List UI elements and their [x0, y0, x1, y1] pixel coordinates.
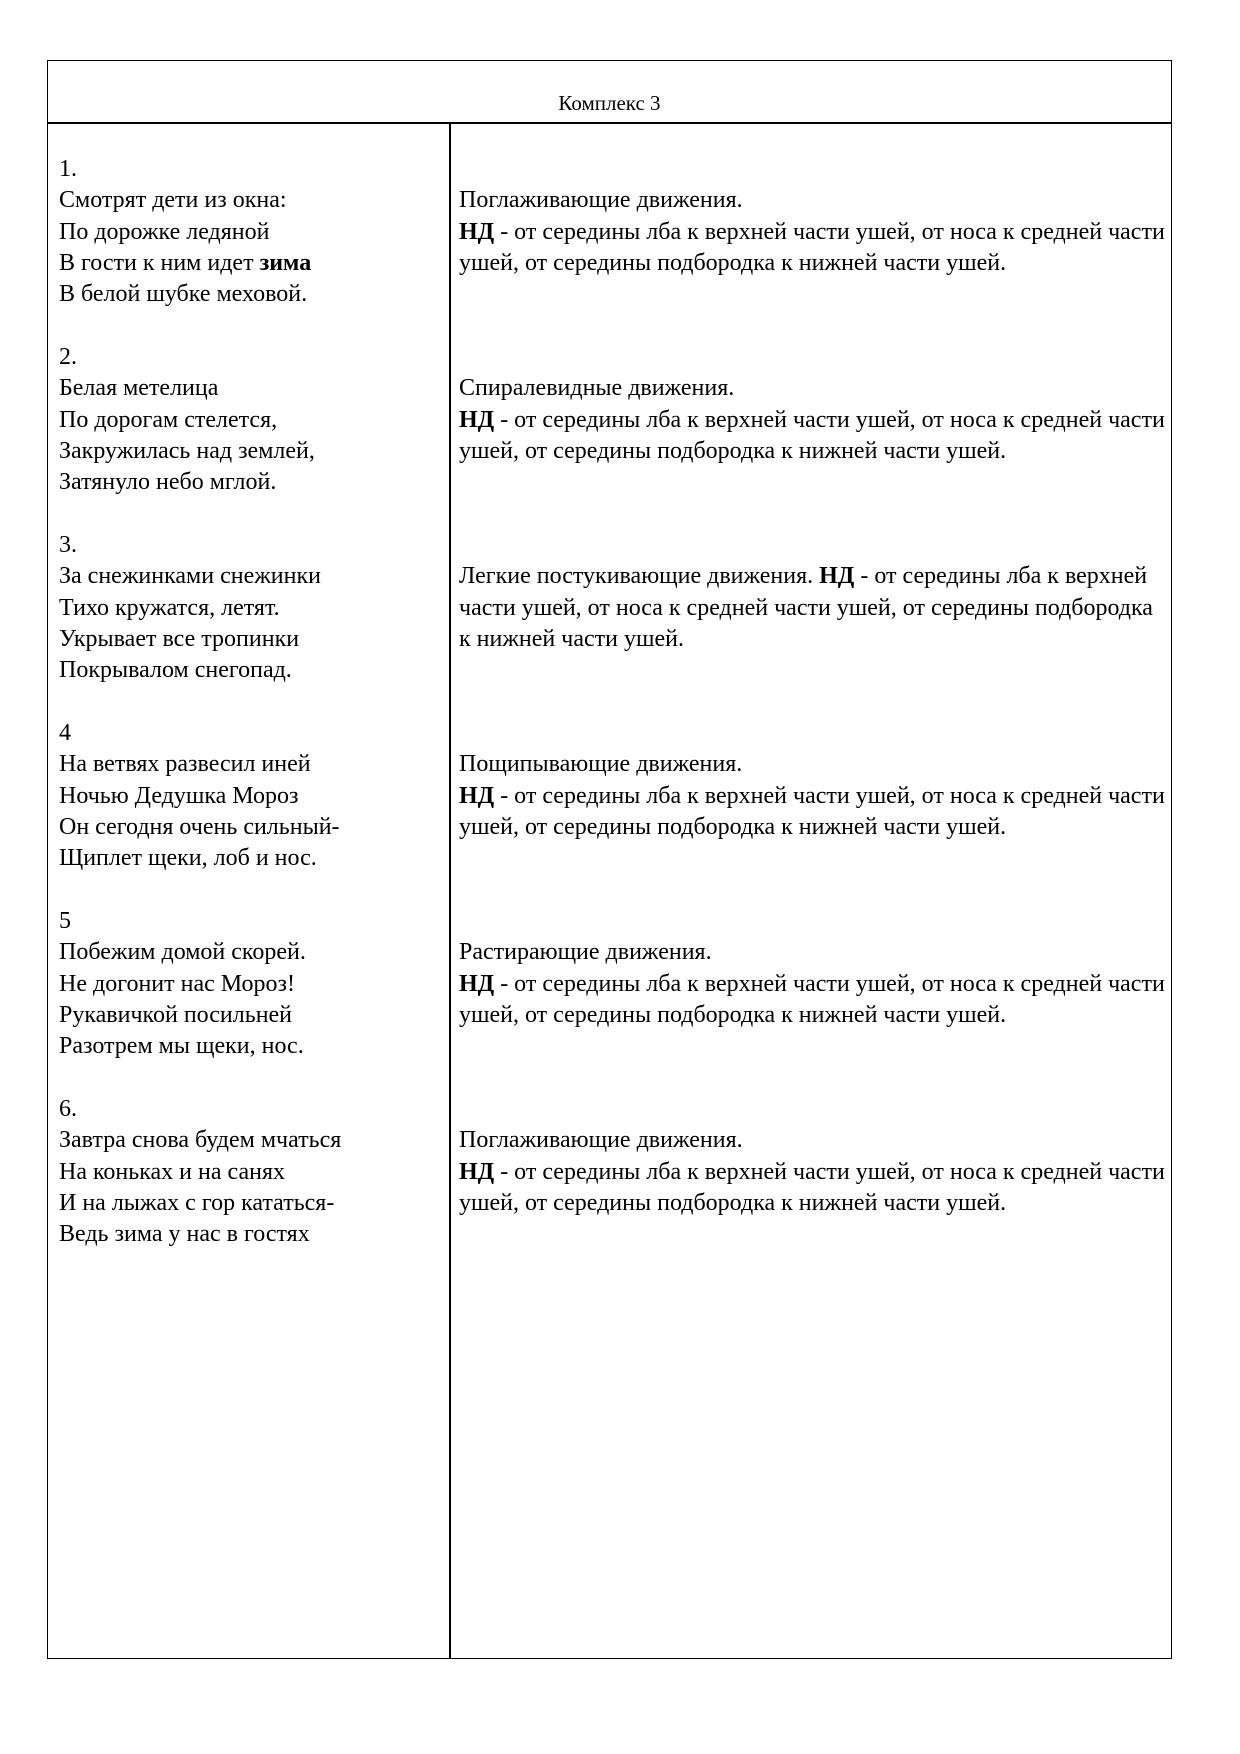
table-title: Комплекс 3 — [558, 91, 661, 115]
movement-block — [459, 373, 1165, 467]
movement-direction: - от середины лба к верхней части ушей, от носа к средней части ушей, от середины подбородка к нижней части ушей. — [459, 563, 1153, 652]
header-divider — [48, 122, 1171, 124]
movement-type: Поглаживающие движения. — [459, 1127, 743, 1154]
verse-line: По дорогам стелется, — [59, 406, 278, 433]
verse-line — [59, 248, 439, 279]
verse-line: На коньках и на санях — [59, 1158, 285, 1185]
verse-line: Закружилась над землей, — [59, 437, 315, 464]
movement-direction: - от середины лба к верхней части ушей, от носа к средней части ушей, от середины подбородка к нижней части ушей. — [459, 782, 1165, 840]
verse-line: Покрывалом снегопад. — [59, 657, 292, 684]
verse-line: На ветвях развесил иней — [59, 751, 311, 778]
verse-line: Он сегодня очень сильный- — [59, 813, 340, 840]
movement-type: Поглаживающие движения. — [459, 187, 743, 214]
movement-block — [459, 561, 1165, 655]
bold-word: зима — [259, 249, 312, 276]
verse-number: 1. — [59, 156, 77, 182]
verse-line: Смотрят дети из окна: — [59, 187, 287, 214]
verse-number: 5 — [59, 908, 71, 934]
verse-block — [59, 154, 439, 310]
nd-label: НД — [459, 406, 495, 433]
nd-label: НД — [459, 970, 495, 997]
verse-line: Рукавичкой посильней — [59, 1001, 293, 1028]
movement-direction: - от середины лба к верхней части ушей, от носа к средней части ушей, от середины подбородка к нижней части ушей. — [459, 970, 1165, 1028]
nd-label: НД — [459, 218, 495, 245]
verse-line: Затянуло небо мглой. — [59, 469, 277, 496]
verse-block — [59, 342, 439, 498]
verse-block — [59, 1094, 439, 1250]
verse-number: 2. — [59, 344, 77, 370]
nd-label: НД — [459, 782, 495, 809]
verse-line: Завтра снова будем мчаться — [59, 1127, 342, 1154]
verse-line: Белая метелица — [59, 375, 219, 402]
movement-direction: - от середины лба к верхней части ушей, от носа к средней части ушей, от середины подбородка к нижней части ушей. — [459, 406, 1165, 464]
nd-label: НД — [459, 1158, 495, 1185]
nd-label: НД — [819, 563, 855, 590]
movement-block — [459, 937, 1165, 1031]
verse-line: Щиплет щеки, лоб и нос. — [59, 845, 317, 872]
movement-direction: - от середины лба к верхней части ушей, от носа к средней части ушей, от середины подбородка к нижней части ушей. — [459, 1158, 1165, 1216]
movement-type: Спиралевидные движения. — [459, 375, 735, 402]
verse-line: В белой шубке меховой. — [59, 281, 308, 308]
movement-direction: - от середины лба к верхней части ушей, от носа к средней части ушей, от середины подбородка к нижней части ушей. — [459, 218, 1165, 276]
verse-line: За снежинками снежинки — [59, 563, 321, 590]
verse-block — [59, 530, 439, 686]
verse-block — [59, 718, 439, 874]
verse-number: 3. — [59, 532, 77, 558]
verse-line: По дорожке ледяной — [59, 218, 270, 245]
verse-line: Укрывает все тропинки — [59, 625, 300, 652]
verse-line: Не догонит нас Мороз! — [59, 970, 295, 997]
movement-block — [459, 185, 1165, 279]
verse-text: В гости к ним идет — [59, 249, 260, 276]
movement-type: Растирающие движения. — [459, 939, 712, 966]
verse-line: Разотрем мы щеки, нос. — [59, 1033, 304, 1060]
verse-number: 6. — [59, 1096, 77, 1122]
verse-line: Ночью Дедушка Мороз — [59, 782, 299, 809]
verse-line: Побежим домой скорей. — [59, 939, 306, 966]
verse-number: 4 — [59, 720, 71, 746]
movement-block — [459, 749, 1165, 843]
column-divider — [449, 123, 451, 1658]
movement-type: Легкие постукивающие движения. — [459, 563, 820, 590]
verse-block — [59, 906, 439, 1062]
movement-block — [459, 1125, 1165, 1219]
verse-line: И на лыжах с гор кататься- — [59, 1189, 335, 1216]
verse-line: Тихо кружатся, летят. — [59, 594, 280, 621]
movement-type: Пощипывающие движения. — [459, 751, 743, 778]
verse-line: Ведь зима у нас в гостях — [59, 1221, 310, 1248]
